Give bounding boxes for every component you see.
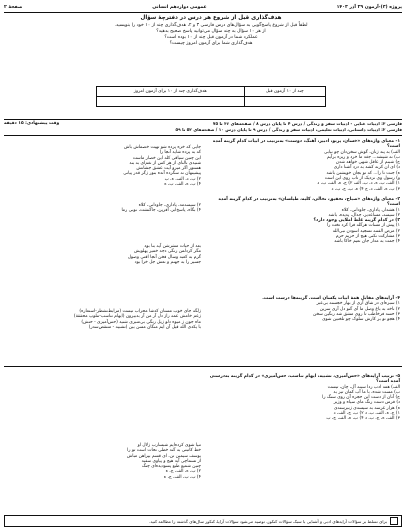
question-4 xyxy=(205,296,400,322)
verse-line: مگر کردلمن رنگی دجد خمیر پهلویش xyxy=(133,249,201,255)
verse-line: چنین شمیع طبع پسودیده‌ای چنگ xyxy=(141,464,201,470)
verse-line: هستور اگر میرو آیت عشق جشانش xyxy=(136,166,201,172)
goal-table xyxy=(96,86,326,107)
verse-block-1 xyxy=(6,145,201,187)
question-2 xyxy=(205,197,400,245)
verse-line: ۲) ب، ه، الف، ج، ه xyxy=(165,469,201,475)
verse-block-2 xyxy=(6,203,201,214)
goal-setting-intro xyxy=(28,15,394,47)
verse-line: که به پرده شاید آنجا را xyxy=(159,150,201,156)
header-left-text: صفحهٔ ۲ xyxy=(4,4,23,10)
syllabus-line: فارسی ۳: ادبیات غنایی - ادبیات سفر و زندگی / درس ۴ تا پایان درس ۸ / صفحه‌های ۳۶ تا ۷۵ xyxy=(212,121,402,126)
header-right-text: پروژه (۳)-آزمون ۲۹ آذر ۱۴۰۳ xyxy=(336,4,402,10)
syllabus-band xyxy=(4,121,402,132)
question-option: الف) همه ادب ردا سینه آل، چان، تیست xyxy=(327,384,400,390)
verse-line: زعم خامش عمه راز دل آر من آر بد‌بیرون (ایهام تناسب-تنلوپ محققة) xyxy=(73,314,201,320)
question-option: ۱) ج، ه، الف، ب، د ۲) ب، ج، الف، د xyxy=(333,411,400,417)
verse-line: شنیدی نالنای از هر کس از نغم‌ای به بند xyxy=(129,160,201,166)
intro-line: لطفاً قبل از شروع پاسخ‌گویی به سؤال‌های درس فارسی ۳ و ۲، هدف‌گذاری چند از ۱۰ خود را بنویسید. xyxy=(114,23,308,28)
header-center-text: عمومی دوازدهم انسانی xyxy=(152,4,207,10)
verse-block-3 xyxy=(6,244,201,265)
verse-line: ۴) ب، ب، الف، ج، ه xyxy=(163,474,201,480)
intro-title: هدف‌گذاری قبل از شروع هر درس در دفترچهٔ سؤال xyxy=(140,15,282,21)
intro-line: عملکرد شما در آزمون قبل چند از ۱۰ بوده است؟ xyxy=(164,35,258,40)
question-option: ۳) در کدام گزینه غلط املایی وجود دارد؟ xyxy=(313,218,400,224)
goal-table-today: هدف‌گذاری چند از ۱۰ برای آزمون امروز xyxy=(97,87,245,97)
question-option: ۱) الف، ب، ه، د، ب، الف ۲) ج، ه، الف، ب، د xyxy=(317,181,400,187)
question-option: ه) جنت تا را... که تو بجان خویشتن باشد xyxy=(326,170,400,176)
question-stem: ۲- معنای واژه‌های «صباح، تحقیق، تخالی، کلیه، طیلسان» به‌ترتیب در کدام گزینه آمده است؟ xyxy=(218,197,400,208)
verse-line: ۴) بگاه، پاسخ‌ابر، آفرین، جاگنشت، نوبی رما xyxy=(121,208,201,214)
goal-table-cell-empty[interactable] xyxy=(97,97,245,107)
syllabus-line: فارسی ۲: ادبیات داستانی، ادبیات تعلیمی، ادبیات سفر و زندگی / درس ۹ تا پایان درس ۱۰ / صفحه‌های ۵۲ تا ۵۹ xyxy=(175,126,402,132)
verse-line: بعد از حیات مشرشن آیه بنا بود xyxy=(144,244,201,249)
verse-line: زلگه جای خوب مستان کدشا محراب تیست (مرابط‌نشطر-استعاره) xyxy=(79,309,201,314)
verse-line: ۴) ب، ه، الف، ب، ه xyxy=(164,182,201,188)
verse-line: ۲) ب، د، الف، ه، ب xyxy=(164,176,201,182)
goal-table-previous: چند از ۱۰ آزمون قبل xyxy=(244,87,325,97)
question-stem: ۵- ترتیب آرایه‌های «حس‌آمیزی، تشبیه، ایهام تناسب، حس‌آمیزی» در کدام گزینه به‌درستی آمده است؟ xyxy=(209,374,400,385)
section-rule xyxy=(4,366,402,367)
intro-line: هدف‌گذاری شما برای آزمون امروز چیست؟ xyxy=(169,41,253,46)
question-stem: ۴- آرایه‌های مقابل همهٔ ابیات یکسان است. گزینه‌ها درست است. xyxy=(262,296,400,301)
question-option: ۳) حسد فرخاطب تا روی مشق شد رنگین سخن xyxy=(313,311,400,317)
question-5 xyxy=(205,374,400,422)
question-option: ۳) ب، ه، الف، د، ج ۴) ه، ب، ج، ب، د xyxy=(331,186,400,192)
verse-line: جایی که خزه پرده شو تهیت خصماش باش xyxy=(124,145,201,150)
verse-line: گرم به کعبه وسال فخن آنجا اقتی وصول xyxy=(127,254,201,260)
question-option: ۲) سیسه، مساعدیر، جدال، پدیده، باشد xyxy=(328,212,400,218)
goal-table-cell-empty[interactable] xyxy=(244,97,325,107)
question-option: ۱) سبزه‌ای در شاق آری از بهار خجسته بی‌عبر xyxy=(316,301,400,307)
verse-line: با یکدی الله قیل آن ایم منگان مسن بین (تشبیه - متنقض‌سدر) xyxy=(88,324,201,330)
question-option: د) ای ان کرنه کشد به درد آشنا داری xyxy=(333,165,400,171)
question-option: د) فرس دست رنگ مای سیاه و وزیر xyxy=(333,400,400,406)
question-option: ۳) الف، ه، ج، ب، د ۴) ب، ه، الف، ج، ب xyxy=(326,416,400,422)
verse-line: از تسماچی آید هیچ و پیاوی سفید xyxy=(141,458,201,464)
question-option: ب) مست شده، با ما آب کمان تیز بد xyxy=(333,389,400,395)
question-option: ج) شبنم از عاقل شهی خواهد شدن xyxy=(335,160,400,166)
question-option: ب) نه شیشه... جغد ما خرد و ریزه برآیم xyxy=(326,154,400,160)
verse-line: یوسف سیمین تن، ای قسم بپراهن مباش xyxy=(126,453,201,459)
verse-line: این چنین سیاقی کله این خصار ماست xyxy=(132,155,201,161)
verse-line: ماه جون ز میوه دلو زیل رنگی بی‌منبری شنید (حس‌آمیزی - حتش) xyxy=(81,319,201,325)
footer-note-text: برای تسلط بر سؤالات آرایه‌های ادبی و آشنایی با سبک سؤالات کنکور، توصیه می‌شود سؤالات آرایهٔ کنکور سال‌های گذشته را مطالعه کنید. xyxy=(149,518,387,524)
section-rule xyxy=(4,135,402,136)
question-option: ج) آنان از دست این حجره آن روی سنگ را xyxy=(322,395,400,401)
question-option: ۳) مشارکت نکنی هیچ از حریم حرم xyxy=(335,234,400,240)
question-option: ۲) مرض الفتنه تسجید اسودن نبی‌الله xyxy=(332,228,400,234)
question-stem: ۱- معنای واژه‌های «خسان، پرتو، ادبیر، آهنگ، دوست» به‌ترتیب در ابیات کدام گزینه آمده است؟ xyxy=(212,139,400,150)
note-checkbox[interactable] xyxy=(390,517,398,525)
question-option: ۴) جمت به مدار جان نعیم خاکا باشد xyxy=(334,239,400,245)
verse-line: پیشینهان نه سگرده آنده بنور زگر قدر پیانی xyxy=(123,171,201,177)
verse-line: خط کاتبتی به گند خطی نحات است تو را xyxy=(127,448,201,454)
suggested-time: وقت پیشنهادی: ۱۵ دقیقه xyxy=(4,121,60,126)
verse-block-5 xyxy=(6,443,201,480)
header-rule xyxy=(4,12,402,13)
verse-line: تنیا شوی کرده‌ایم شبسارب زلال او xyxy=(137,443,201,448)
question-option: ۴) هجو تو بر کارش سلوک چو تلختین شوی xyxy=(322,317,400,323)
question-option: ۱) هشدار، پاداری، جاودانی، کلاه xyxy=(341,207,400,213)
intro-line: از هر ۱۰ سؤال به چند سؤال می‌توانید پاسخ صحیح بدهید؟ xyxy=(156,29,266,34)
question-1 xyxy=(205,139,400,192)
verse-block-4 xyxy=(6,309,201,330)
question-option: ۲) ناخه به باغ وصل ما آی گنو دل آری سرین xyxy=(319,306,400,312)
question-option: ۱) پیش از مسات هرگله فرا کرد تخت را xyxy=(326,223,400,229)
question-option: و) رسول وی نزدیک از تاب روی این است xyxy=(324,176,400,182)
footer-note xyxy=(4,515,402,527)
section-rule xyxy=(4,119,402,120)
question-option: ه) هزار غرسه به سیسه‌ی زنبرسته‌ی xyxy=(334,405,400,411)
question-option: الف) به پند زنان، گوش سخن‌دان چو نیابی xyxy=(323,149,400,155)
verse-line: ۲) سیسه‌مد، پاداری، جاودانی، کلاه xyxy=(138,203,201,208)
verse-line: جسیر را به جهنم و نعش جل خرا بود xyxy=(134,259,201,265)
page-header xyxy=(4,2,402,12)
